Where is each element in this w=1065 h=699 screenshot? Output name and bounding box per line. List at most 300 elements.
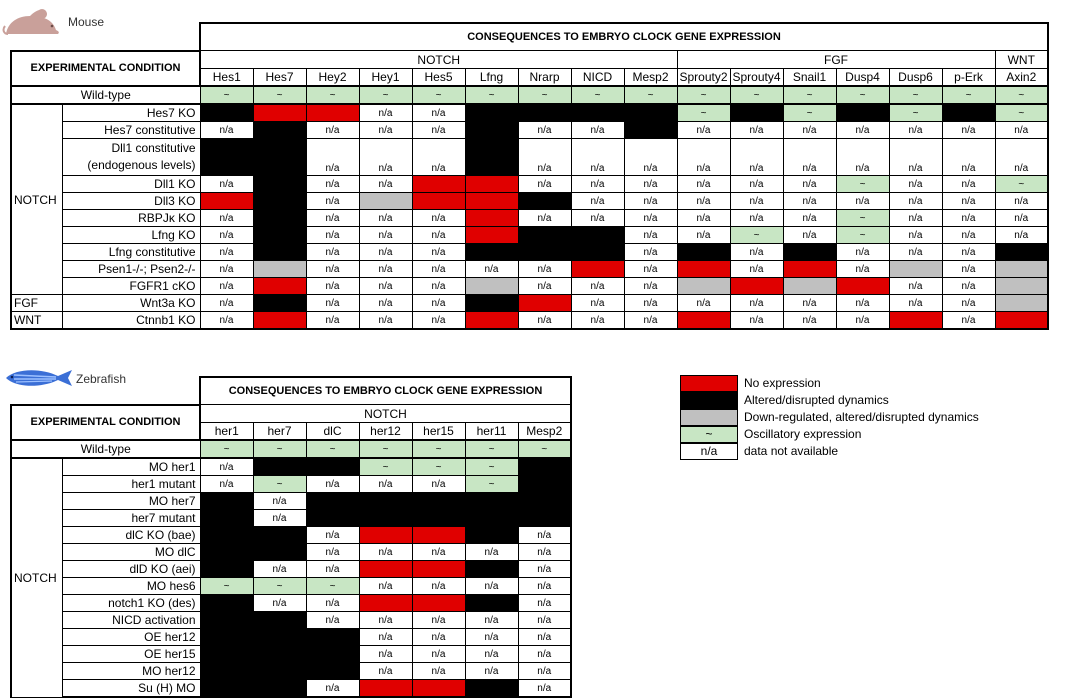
table-cell: n/a bbox=[518, 527, 571, 544]
table-cell: n/a bbox=[942, 227, 995, 244]
table-cell bbox=[624, 104, 677, 122]
row-label: Ctnnb1 KO bbox=[62, 312, 200, 330]
table-cell: n/a bbox=[836, 312, 889, 330]
table-cell bbox=[836, 104, 889, 122]
table-cell bbox=[200, 663, 253, 680]
cell-wild-type-nicd: ~ bbox=[571, 86, 624, 104]
row-label: Hes7 KO bbox=[62, 104, 200, 122]
legend-swatch-gy bbox=[680, 409, 738, 426]
table-cell bbox=[253, 122, 306, 139]
table-cell bbox=[465, 244, 518, 261]
table-cell: n/a bbox=[889, 244, 942, 261]
table-cell bbox=[412, 493, 465, 510]
table-cell: n/a bbox=[200, 278, 253, 295]
gene-column-nrarp: Nrarp bbox=[518, 69, 571, 87]
cell-wild-type-snail1: ~ bbox=[783, 86, 836, 104]
table-cell: n/a bbox=[942, 122, 995, 139]
table-cell bbox=[465, 561, 518, 578]
table-cell: n/a bbox=[942, 278, 995, 295]
row-label: her7 mutant bbox=[62, 510, 200, 527]
table-cell: n/a bbox=[200, 312, 253, 330]
table-cell: n/a bbox=[465, 646, 518, 663]
table-cell bbox=[465, 295, 518, 312]
table-cell: n/a bbox=[783, 176, 836, 193]
cell-wild-type-sprouty4: ~ bbox=[730, 86, 783, 104]
table-cell: n/a bbox=[889, 278, 942, 295]
gene-column-her11: her11 bbox=[465, 423, 518, 441]
table-cell: n/a bbox=[518, 312, 571, 330]
category-label-notch: NOTCH bbox=[11, 458, 62, 697]
cell-wild-type-hes5: ~ bbox=[412, 86, 465, 104]
gene-column-her15: her15 bbox=[412, 423, 465, 441]
table-cell: n/a bbox=[518, 629, 571, 646]
table-cell bbox=[253, 278, 306, 295]
table-cell bbox=[465, 595, 518, 612]
table-cell: n/a bbox=[995, 193, 1048, 210]
table-cell: n/a bbox=[412, 578, 465, 595]
table-cell: ~ bbox=[677, 104, 730, 122]
table-cell bbox=[465, 193, 518, 210]
table-cell: n/a bbox=[412, 629, 465, 646]
table-cell: n/a bbox=[942, 210, 995, 227]
table-cell bbox=[412, 193, 465, 210]
consequences-header: CONSEQUENCES TO EMBRYO CLOCK GENE EXPRESSION bbox=[200, 23, 1048, 51]
table-cell: n/a bbox=[677, 122, 730, 139]
table-cell: n/a bbox=[359, 176, 412, 193]
table-cell bbox=[730, 278, 783, 295]
table-cell: n/a bbox=[253, 595, 306, 612]
table-cell: n/a bbox=[730, 261, 783, 278]
table-cell: n/a bbox=[412, 227, 465, 244]
row-label: Wnt3a KO bbox=[62, 295, 200, 312]
table-cell: n/a bbox=[306, 476, 359, 493]
table-cell: n/a bbox=[412, 210, 465, 227]
table-cell bbox=[253, 244, 306, 261]
table-cell: n/a bbox=[677, 193, 730, 210]
table-cell: ~ bbox=[836, 227, 889, 244]
table-cell: n/a bbox=[412, 663, 465, 680]
table-cell: n/a bbox=[306, 680, 359, 698]
table-cell: n/a bbox=[200, 476, 253, 493]
table-cell: n/a bbox=[412, 476, 465, 493]
table-cell: n/a bbox=[783, 139, 836, 176]
table-cell bbox=[465, 139, 518, 176]
table-cell: n/a bbox=[571, 295, 624, 312]
row-label: Lfng KO bbox=[62, 227, 200, 244]
category-label-fgf: FGF bbox=[11, 295, 62, 312]
table-cell bbox=[677, 244, 730, 261]
table-cell bbox=[518, 458, 571, 476]
cell-wild-type-hes7: ~ bbox=[253, 86, 306, 104]
table-cell: n/a bbox=[359, 122, 412, 139]
table-cell bbox=[200, 193, 253, 210]
table-cell bbox=[200, 493, 253, 510]
table-cell: n/a bbox=[730, 312, 783, 330]
table-cell bbox=[995, 261, 1048, 278]
table-cell bbox=[253, 680, 306, 698]
table-cell bbox=[306, 646, 359, 663]
table-cell: n/a bbox=[624, 193, 677, 210]
table-cell bbox=[465, 278, 518, 295]
table-cell: n/a bbox=[306, 139, 359, 176]
table-cell bbox=[518, 227, 571, 244]
table-cell: n/a bbox=[306, 544, 359, 561]
table-cell: n/a bbox=[942, 295, 995, 312]
table-cell bbox=[783, 278, 836, 295]
table-cell bbox=[730, 104, 783, 122]
table-cell: n/a bbox=[306, 176, 359, 193]
table-cell bbox=[412, 510, 465, 527]
table-cell bbox=[465, 510, 518, 527]
table-cell bbox=[783, 244, 836, 261]
row-label: MO hes6 bbox=[62, 578, 200, 595]
table-cell: n/a bbox=[465, 261, 518, 278]
table-cell: n/a bbox=[995, 122, 1048, 139]
table-cell bbox=[571, 104, 624, 122]
table-cell: n/a bbox=[359, 244, 412, 261]
table-cell: n/a bbox=[571, 122, 624, 139]
table-cell: n/a bbox=[571, 176, 624, 193]
table-cell: n/a bbox=[518, 176, 571, 193]
table-cell bbox=[253, 612, 306, 629]
table-cell bbox=[465, 680, 518, 698]
table-cell: n/a bbox=[677, 210, 730, 227]
table-cell bbox=[200, 680, 253, 698]
table-cell bbox=[306, 458, 359, 476]
legend-label-gr: Oscillatory expression bbox=[744, 427, 862, 441]
table-cell: n/a bbox=[306, 295, 359, 312]
table-cell bbox=[253, 193, 306, 210]
group-header-notch: NOTCH bbox=[200, 405, 571, 423]
mouse-clock-table bbox=[10, 22, 1049, 330]
row-label: MO her1 bbox=[62, 458, 200, 476]
gene-column-dlc: dlC bbox=[306, 423, 359, 441]
row-label: Dll1 constitutive (endogenous levels) bbox=[62, 139, 200, 176]
gene-column-mesp2: Mesp2 bbox=[624, 69, 677, 87]
table-cell bbox=[253, 458, 306, 476]
legend-label-rd: No expression bbox=[744, 376, 821, 390]
table-cell bbox=[412, 561, 465, 578]
table-cell: n/a bbox=[412, 544, 465, 561]
cell-wild-type-lfng: ~ bbox=[465, 86, 518, 104]
table-cell: ~ bbox=[995, 176, 1048, 193]
table-cell: n/a bbox=[200, 244, 253, 261]
table-cell: n/a bbox=[518, 544, 571, 561]
table-cell: n/a bbox=[412, 278, 465, 295]
table-cell: n/a bbox=[836, 244, 889, 261]
table-cell: n/a bbox=[518, 680, 571, 698]
table-cell bbox=[200, 595, 253, 612]
gene-column-hes5: Hes5 bbox=[412, 69, 465, 87]
table-cell bbox=[306, 104, 359, 122]
table-cell: ~ bbox=[200, 578, 253, 595]
table-cell: n/a bbox=[942, 261, 995, 278]
table-cell bbox=[995, 278, 1048, 295]
table-cell: n/a bbox=[624, 139, 677, 176]
table-cell: n/a bbox=[412, 244, 465, 261]
table-cell: n/a bbox=[677, 176, 730, 193]
table-cell: n/a bbox=[465, 544, 518, 561]
table-cell bbox=[253, 527, 306, 544]
table-cell bbox=[412, 680, 465, 698]
legend-swatch-bk bbox=[680, 392, 738, 409]
table-cell: n/a bbox=[889, 210, 942, 227]
table-cell bbox=[571, 227, 624, 244]
gene-column-hey2: Hey2 bbox=[306, 69, 359, 87]
table-cell: n/a bbox=[306, 210, 359, 227]
table-cell: n/a bbox=[200, 227, 253, 244]
table-cell: n/a bbox=[889, 193, 942, 210]
table-cell: n/a bbox=[836, 193, 889, 210]
table-cell: n/a bbox=[518, 561, 571, 578]
table-cell bbox=[412, 176, 465, 193]
table-cell: n/a bbox=[359, 227, 412, 244]
table-cell: n/a bbox=[306, 227, 359, 244]
table-cell: n/a bbox=[942, 176, 995, 193]
table-cell: n/a bbox=[306, 595, 359, 612]
row-label: Dll1 KO bbox=[62, 176, 200, 193]
table-cell bbox=[465, 122, 518, 139]
table-cell: n/a bbox=[359, 646, 412, 663]
table-cell: ~ bbox=[836, 210, 889, 227]
table-cell: n/a bbox=[359, 139, 412, 176]
table-cell: n/a bbox=[783, 312, 836, 330]
table-cell bbox=[518, 476, 571, 493]
table-cell: n/a bbox=[306, 278, 359, 295]
table-cell: n/a bbox=[359, 278, 412, 295]
table-cell: n/a bbox=[730, 295, 783, 312]
row-label: RBPJκ KO bbox=[62, 210, 200, 227]
row-label: notch1 KO (des) bbox=[62, 595, 200, 612]
table-cell: n/a bbox=[200, 295, 253, 312]
table-cell: n/a bbox=[730, 122, 783, 139]
table-cell: n/a bbox=[306, 561, 359, 578]
table-cell: n/a bbox=[730, 176, 783, 193]
table-cell bbox=[677, 312, 730, 330]
table-cell: n/a bbox=[783, 295, 836, 312]
cell-wild-type-sprouty2: ~ bbox=[677, 86, 730, 104]
category-label-wnt: WNT bbox=[11, 312, 62, 330]
table-cell: n/a bbox=[412, 122, 465, 139]
table-cell: n/a bbox=[412, 612, 465, 629]
table-cell: n/a bbox=[783, 210, 836, 227]
table-cell: n/a bbox=[730, 193, 783, 210]
table-cell bbox=[465, 210, 518, 227]
row-label: OE her12 bbox=[62, 629, 200, 646]
table-cell bbox=[889, 312, 942, 330]
table-cell: n/a bbox=[624, 312, 677, 330]
table-cell: n/a bbox=[889, 227, 942, 244]
table-cell bbox=[253, 629, 306, 646]
cell-wild-type-axin2: ~ bbox=[995, 86, 1048, 104]
table-cell: n/a bbox=[359, 544, 412, 561]
table-cell: ~ bbox=[253, 578, 306, 595]
table-cell bbox=[412, 595, 465, 612]
table-cell bbox=[995, 244, 1048, 261]
category-label-notch: NOTCH bbox=[11, 104, 62, 295]
table-cell bbox=[518, 510, 571, 527]
table-cell: n/a bbox=[359, 612, 412, 629]
table-cell bbox=[624, 122, 677, 139]
cell-wild-type-hes1: ~ bbox=[200, 86, 253, 104]
table-cell: ~ bbox=[359, 458, 412, 476]
table-cell: n/a bbox=[359, 295, 412, 312]
zebrafish-clock-table bbox=[10, 376, 572, 698]
table-cell: ~ bbox=[253, 476, 306, 493]
table-cell bbox=[200, 527, 253, 544]
table-cell: n/a bbox=[571, 193, 624, 210]
table-cell: n/a bbox=[518, 139, 571, 176]
table-cell bbox=[465, 493, 518, 510]
group-header-wnt: WNT bbox=[995, 51, 1048, 69]
table-cell: n/a bbox=[359, 578, 412, 595]
group-header-notch: NOTCH bbox=[200, 51, 677, 69]
table-cell: ~ bbox=[412, 458, 465, 476]
table-cell bbox=[200, 510, 253, 527]
table-cell bbox=[200, 561, 253, 578]
table-cell: n/a bbox=[571, 210, 624, 227]
table-cell: n/a bbox=[730, 244, 783, 261]
table-cell bbox=[200, 139, 253, 176]
cell-wild-type-dusp4: ~ bbox=[836, 86, 889, 104]
table-cell bbox=[200, 629, 253, 646]
table-cell: n/a bbox=[836, 139, 889, 176]
row-label: OE her15 bbox=[62, 646, 200, 663]
cell-wild-type-her15: ~ bbox=[412, 440, 465, 458]
cell-wild-type-mesp2: ~ bbox=[624, 86, 677, 104]
table-cell bbox=[253, 261, 306, 278]
table-cell: n/a bbox=[359, 629, 412, 646]
table-cell: n/a bbox=[889, 139, 942, 176]
gene-column-her7: her7 bbox=[253, 423, 306, 441]
experimental-condition-header: EXPERIMENTAL CONDITION bbox=[11, 405, 200, 441]
table-cell: n/a bbox=[995, 227, 1048, 244]
table-cell bbox=[995, 295, 1048, 312]
table-cell: n/a bbox=[624, 278, 677, 295]
table-cell: n/a bbox=[624, 295, 677, 312]
gene-column-hey1: Hey1 bbox=[359, 69, 412, 87]
table-cell: n/a bbox=[359, 104, 412, 122]
table-cell: n/a bbox=[412, 104, 465, 122]
table-cell: n/a bbox=[200, 458, 253, 476]
gene-column-axin2: Axin2 bbox=[995, 69, 1048, 87]
table-cell: n/a bbox=[412, 295, 465, 312]
table-cell bbox=[465, 527, 518, 544]
table-cell bbox=[465, 176, 518, 193]
table-cell: n/a bbox=[836, 261, 889, 278]
gene-column-nicd: NICD bbox=[571, 69, 624, 87]
table-cell: n/a bbox=[359, 312, 412, 330]
table-cell: n/a bbox=[624, 210, 677, 227]
row-label: her1 mutant bbox=[62, 476, 200, 493]
table-cell bbox=[306, 629, 359, 646]
row-label: dlD KO (aei) bbox=[62, 561, 200, 578]
table-cell bbox=[253, 139, 306, 176]
table-cell bbox=[889, 261, 942, 278]
table-cell bbox=[518, 104, 571, 122]
table-cell bbox=[359, 595, 412, 612]
gene-column-sprouty2: Sprouty2 bbox=[677, 69, 730, 87]
table-cell bbox=[412, 527, 465, 544]
table-cell: n/a bbox=[624, 227, 677, 244]
table-cell: n/a bbox=[518, 210, 571, 227]
table-cell: ~ bbox=[465, 458, 518, 476]
table-cell bbox=[253, 295, 306, 312]
cell-wild-type-hey2: ~ bbox=[306, 86, 359, 104]
table-cell bbox=[200, 544, 253, 561]
table-cell: n/a bbox=[412, 646, 465, 663]
group-header-fgf: FGF bbox=[677, 51, 995, 69]
table-cell: n/a bbox=[306, 244, 359, 261]
header-spacer bbox=[11, 377, 200, 405]
table-cell: n/a bbox=[412, 261, 465, 278]
table-cell: ~ bbox=[995, 104, 1048, 122]
table-cell: n/a bbox=[889, 176, 942, 193]
table-cell: n/a bbox=[942, 244, 995, 261]
row-label: FGFR1 cKO bbox=[62, 278, 200, 295]
legend-label-gy: Down-regulated, altered/disrupted dynamics bbox=[744, 410, 979, 424]
gene-column-dusp6: Dusp6 bbox=[889, 69, 942, 87]
table-cell bbox=[306, 663, 359, 680]
table-cell: n/a bbox=[359, 476, 412, 493]
table-cell bbox=[465, 104, 518, 122]
table-cell bbox=[200, 646, 253, 663]
gene-column-her12: her12 bbox=[359, 423, 412, 441]
species-label-mouse: Mouse bbox=[68, 15, 105, 29]
gene-column-hes1: Hes1 bbox=[200, 69, 253, 87]
table-cell: n/a bbox=[465, 629, 518, 646]
table-cell: n/a bbox=[518, 261, 571, 278]
table-cell bbox=[465, 227, 518, 244]
row-label: Su (H) MO bbox=[62, 680, 200, 698]
legend-swatch-rd bbox=[680, 375, 738, 392]
experimental-condition-header: EXPERIMENTAL CONDITION bbox=[11, 51, 200, 87]
table-cell bbox=[836, 278, 889, 295]
table-cell: n/a bbox=[306, 122, 359, 139]
cell-wild-type-mesp2: ~ bbox=[518, 440, 571, 458]
table-cell bbox=[571, 261, 624, 278]
table-cell bbox=[677, 278, 730, 295]
table-cell: n/a bbox=[783, 227, 836, 244]
table-cell: n/a bbox=[306, 193, 359, 210]
cell-wild-type-her12: ~ bbox=[359, 440, 412, 458]
table-cell: ~ bbox=[836, 176, 889, 193]
header-spacer bbox=[11, 23, 200, 51]
table-cell: n/a bbox=[465, 578, 518, 595]
row-label: NICD activation bbox=[62, 612, 200, 629]
cell-wild-type-nrarp: ~ bbox=[518, 86, 571, 104]
row-label: Lfng constitutive bbox=[62, 244, 200, 261]
table-cell: n/a bbox=[253, 510, 306, 527]
row-label-wild-type: Wild-type bbox=[11, 440, 200, 458]
table-cell: n/a bbox=[518, 122, 571, 139]
table-cell: n/a bbox=[518, 612, 571, 629]
table-cell bbox=[359, 527, 412, 544]
table-cell: n/a bbox=[306, 527, 359, 544]
species-label-zebrafish: Zebrafish bbox=[76, 372, 127, 386]
table-cell bbox=[253, 544, 306, 561]
gene-column-p-erk: p-Erk bbox=[942, 69, 995, 87]
table-cell bbox=[518, 193, 571, 210]
legend-label-wh: data not available bbox=[744, 444, 839, 458]
cell-wild-type-hey1: ~ bbox=[359, 86, 412, 104]
table-cell bbox=[518, 493, 571, 510]
table-cell: n/a bbox=[518, 663, 571, 680]
row-label: Psen1-/-; Psen2-/- bbox=[62, 261, 200, 278]
table-cell bbox=[253, 227, 306, 244]
table-cell: n/a bbox=[783, 193, 836, 210]
table-cell: n/a bbox=[677, 227, 730, 244]
